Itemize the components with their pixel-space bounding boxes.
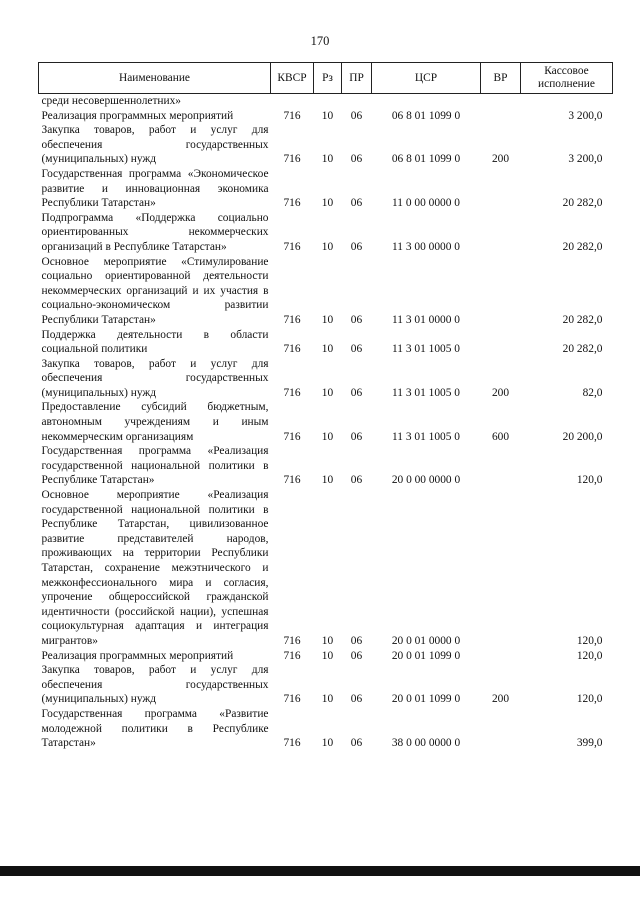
cell-sum: 120,0 — [576, 693, 603, 706]
cell-pr: 06 — [350, 386, 363, 399]
cell-pr: 06 — [350, 313, 363, 326]
cell-name: Реализация программных мероприятий — [41, 109, 234, 122]
cell-rz: 10 — [321, 109, 334, 122]
cell-name: Государственная программа «Развитие молодежной политики в Республике Татарстан» — [41, 707, 269, 750]
cell-name: Предоставление субсидий бюджетным, автономным учреждениям и иным некоммерческим организациям — [41, 401, 269, 443]
cell-sum: 20 282,0 — [562, 343, 603, 356]
cell-name: среди несовершеннолетних» — [41, 95, 182, 107]
cell-vr — [481, 328, 521, 357]
cell-vr — [481, 444, 521, 488]
header-name: Наименование — [39, 63, 271, 94]
cell-sum: 20 282,0 — [562, 240, 603, 253]
cell-vr: 600 — [491, 430, 510, 443]
cell-csr: 11 0 00 0000 0 — [392, 197, 460, 210]
header-rz: Рз — [314, 63, 342, 94]
cell-rz: 10 — [321, 313, 334, 326]
cell-pr: 06 — [350, 430, 363, 443]
cell-csr: 20 0 01 0000 0 — [391, 634, 461, 647]
cell-pr: 06 — [350, 634, 363, 647]
table-row — [39, 123, 613, 167]
cell-rz: 10 — [321, 386, 334, 399]
cell-name: Закупка товаров, работ и услуг для обеспечения государственных (муниципальных) нужд — [41, 357, 269, 399]
table-row — [39, 488, 613, 649]
table-header-row — [39, 63, 613, 94]
cell-csr: 38 0 00 0000 0 — [391, 737, 461, 750]
budget-report-sheet — [38, 62, 612, 751]
cell-kvsr: 716 — [283, 343, 301, 356]
cell-name: Основное мероприятие «Стимулирование социально ориентированной деятельности некоммерческих организаций и их участия в социально-экономическом развитии Республики Татарстан» — [41, 255, 269, 326]
cell-pr: 06 — [350, 693, 363, 706]
cell-sum: 20 282,0 — [562, 197, 603, 210]
cell-vr — [481, 649, 521, 664]
cell-kvsr: 716 — [283, 430, 301, 443]
cell-kvsr: 716 — [283, 693, 301, 706]
cell-name: Подпрограмма «Поддержка социально ориентированных некоммерческих организаций в Республике Татарстан» — [41, 211, 269, 253]
header-vr: ВР — [481, 63, 521, 94]
cell-rz: 10 — [321, 474, 334, 487]
table-row — [39, 109, 613, 124]
header-sum: Кассовое исполнение — [521, 63, 613, 94]
cell-csr: 11 3 01 1005 0 — [392, 343, 460, 356]
table-row — [39, 663, 613, 707]
budget-execution-table — [38, 62, 613, 751]
table-row — [39, 400, 613, 444]
cell-pr: 06 — [350, 649, 363, 662]
cell-rz: 10 — [321, 634, 334, 647]
cell-kvsr: 716 — [283, 649, 301, 662]
cell-sum: 3 200,0 — [568, 109, 603, 122]
table-row — [39, 649, 613, 664]
cell-csr — [372, 94, 481, 109]
cell-pr: 06 — [350, 240, 363, 253]
cell-name: Государственная программа «Экономическое развитие и инновационная экономика Республики Татарстан» — [41, 167, 269, 210]
table-row — [39, 94, 613, 109]
cell-rz: 10 — [321, 240, 334, 253]
header-csr: ЦСР — [372, 63, 481, 94]
cell-csr: 06 8 01 1099 0 — [391, 109, 461, 122]
cell-kvsr: 716 — [283, 313, 301, 326]
table-row — [39, 255, 613, 328]
cell-csr: 20 0 01 1099 0 — [391, 649, 461, 662]
header-kvsr: КВСР — [271, 63, 314, 94]
cell-vr — [481, 211, 521, 255]
table-row — [39, 167, 613, 211]
cell-vr — [481, 488, 521, 649]
table-body — [39, 94, 613, 751]
cell-kvsr: 716 — [283, 197, 301, 210]
page-number: 170 — [310, 34, 330, 48]
cell-kvsr — [271, 94, 314, 109]
cell-csr: 11 3 01 0000 0 — [392, 313, 460, 326]
cell-csr: 20 0 01 1099 0 — [391, 693, 461, 706]
scan-edge-band — [0, 866, 640, 876]
cell-name: Реализация программных мероприятий — [41, 649, 234, 662]
cell-csr: 11 3 01 1005 0 — [392, 430, 460, 443]
cell-sum: 82,0 — [582, 386, 603, 399]
cell-vr: 200 — [491, 693, 510, 706]
cell-pr: 06 — [350, 153, 363, 166]
cell-sum: 120,0 — [576, 634, 603, 647]
cell-csr: 20 0 00 0000 0 — [391, 474, 461, 487]
cell-kvsr: 716 — [283, 737, 301, 750]
cell-name: Закупка товаров, работ и услуг для обеспечения государственных (муниципальных) нужд — [41, 664, 269, 706]
cell-kvsr: 716 — [283, 634, 301, 647]
cell-rz: 10 — [321, 737, 334, 750]
cell-pr: 06 — [350, 343, 363, 356]
cell-rz: 10 — [321, 153, 334, 166]
cell-kvsr: 716 — [283, 109, 301, 122]
cell-name: Поддержка деятельности в области социальной политики — [41, 328, 269, 356]
cell-sum: 120,0 — [576, 649, 603, 662]
cell-pr: 06 — [350, 197, 363, 210]
table-row — [39, 444, 613, 488]
cell-sum: 20 282,0 — [562, 313, 603, 326]
cell-name: Закупка товаров, работ и услуг для обеспечения государственных (муниципальных) нужд — [41, 124, 269, 166]
table-row — [39, 357, 613, 401]
cell-name: Государственная программа «Реализация государственной национальной политики в Республике Татарстан» — [41, 445, 269, 487]
cell-vr: 200 — [491, 153, 510, 166]
table-row — [39, 328, 613, 357]
cell-vr — [481, 109, 521, 124]
cell-name: Основное мероприятие «Реализация государственной национальной политики в Республике Татарстан, цивилизованное развитие представителей народов, проживающих на территории Республики Татарстан, сохранение межэтнического и межконфессионального мира и согласия, упрочение общероссийской гражданской идентичности (российской нации), успешная социокультурная адаптация и интеграция мигрантов» — [41, 489, 269, 647]
cell-pr: 06 — [350, 737, 363, 750]
cell-csr: 11 3 01 1005 0 — [392, 386, 460, 399]
header-pr: ПР — [342, 63, 372, 94]
cell-pr — [342, 94, 372, 109]
cell-csr: 06 8 01 1099 0 — [391, 153, 461, 166]
cell-vr: 200 — [491, 386, 510, 399]
cell-rz: 10 — [321, 430, 334, 443]
cell-sum: 20 200,0 — [562, 430, 603, 443]
cell-rz: 10 — [321, 693, 334, 706]
cell-csr: 11 3 00 0000 0 — [392, 240, 460, 253]
cell-kvsr: 716 — [283, 153, 301, 166]
cell-pr: 06 — [350, 109, 363, 122]
cell-sum — [521, 94, 613, 109]
cell-sum: 399,0 — [576, 737, 603, 750]
table-row — [39, 211, 613, 255]
cell-vr — [481, 255, 521, 328]
cell-rz: 10 — [321, 343, 334, 356]
cell-rz: 10 — [321, 197, 334, 210]
cell-sum: 3 200,0 — [568, 153, 603, 166]
cell-vr — [481, 167, 521, 211]
cell-vr — [481, 94, 521, 109]
cell-kvsr: 716 — [283, 240, 301, 253]
cell-pr: 06 — [350, 474, 363, 487]
cell-rz: 10 — [321, 649, 334, 662]
cell-kvsr: 716 — [283, 474, 301, 487]
cell-rz — [314, 94, 342, 109]
cell-sum: 120,0 — [576, 474, 603, 487]
cell-kvsr: 716 — [283, 386, 301, 399]
cell-vr — [481, 707, 521, 751]
table-row — [39, 707, 613, 751]
